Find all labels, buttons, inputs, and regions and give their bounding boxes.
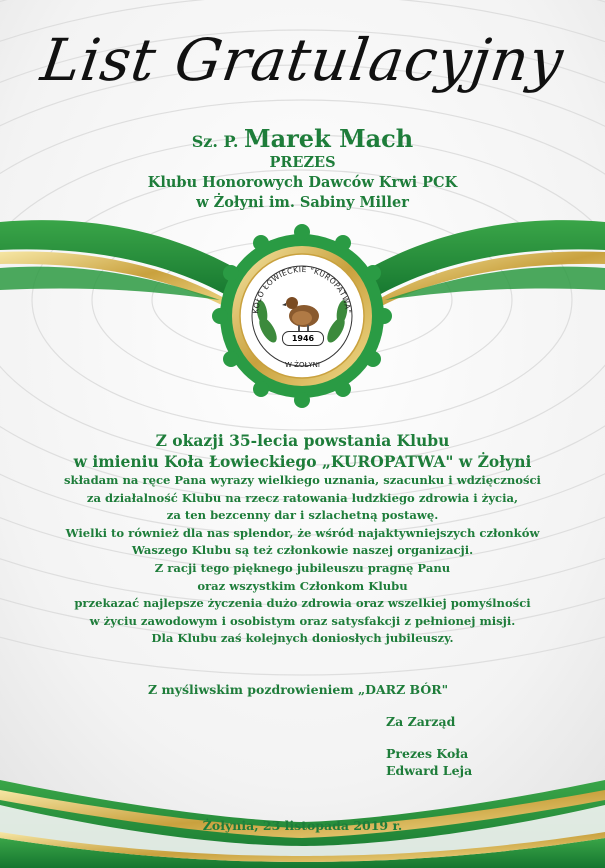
certificate-title: List Gratulacyjny (37, 26, 568, 94)
recipient-line: PREZES (269, 154, 336, 171)
body-lead-line: w imieniu Koła Łowieckiego „KUROPATWA" w Żołyni (73, 452, 532, 471)
letter-body (0, 430, 605, 648)
recipient-line: Klubu Honorowych Dawców Krwi PCK (147, 174, 458, 191)
body-line: w życiu zawodowym i osobistym oraz satysfakcji z pełnionej misji. (89, 613, 516, 628)
body-line: Waszego Klubu są też członkowie naszej organizacji. (131, 543, 474, 558)
signature-on-behalf: Za Zarząd (386, 714, 456, 729)
emblem-top-text: KOŁO ŁOWIECKIE "KUROPATWA" (251, 264, 353, 315)
signature-name: Edward Leja (386, 763, 473, 778)
recipient-salutation: Sz. P. (191, 132, 239, 151)
body-line: Wielki to również dla nas splendor, że wśród najaktywniejszych członków (65, 525, 540, 540)
emblem-text-ring (246, 260, 358, 372)
svg-text:KOŁO ŁOWIECKIE "KUROPATWA" (251, 265, 353, 314)
recipient-name: Marek Mach (244, 124, 414, 153)
body-line: Z racji tego pięknego jubileuszu pragnę Panu (154, 560, 451, 575)
body-line: za ten bezcenny dar i szlachetną postawę. (166, 508, 439, 523)
body-line: składam na ręce Pana wyrazy wielkiego uznania, szacunku i wdzięczności (64, 473, 541, 487)
greeting-line: Z myśliwskim pozdrowieniem „DARZ BÓR" (148, 682, 449, 697)
emblem-bottom-text: W ŻOŁYNI (285, 361, 320, 369)
body-lead-line: Z okazji 35-lecia powstania Klubu (155, 431, 450, 450)
body-line: Dla Klubu zaś kolejnych doniosłych jubileuszy. (151, 631, 454, 646)
body-line: przekazać najlepsze życzenia dużo zdrowia oraz wszelkiej pomyślności (74, 596, 531, 611)
signature-role: Prezes Koła (386, 746, 469, 761)
body-line: za działalność Klubu na rzecz ratowania ludzkiego zdrowia i życia, (86, 490, 519, 505)
recipient-line: w Żołyni im. Sabiny Miller (196, 194, 409, 211)
body-line: oraz wszystkim Członkom Klubu (197, 578, 408, 593)
emblem-year: 1946 (282, 331, 324, 346)
recipient-block (0, 124, 605, 213)
letter-date: Żołynia, 23 listopada 2019 r. (202, 818, 403, 833)
